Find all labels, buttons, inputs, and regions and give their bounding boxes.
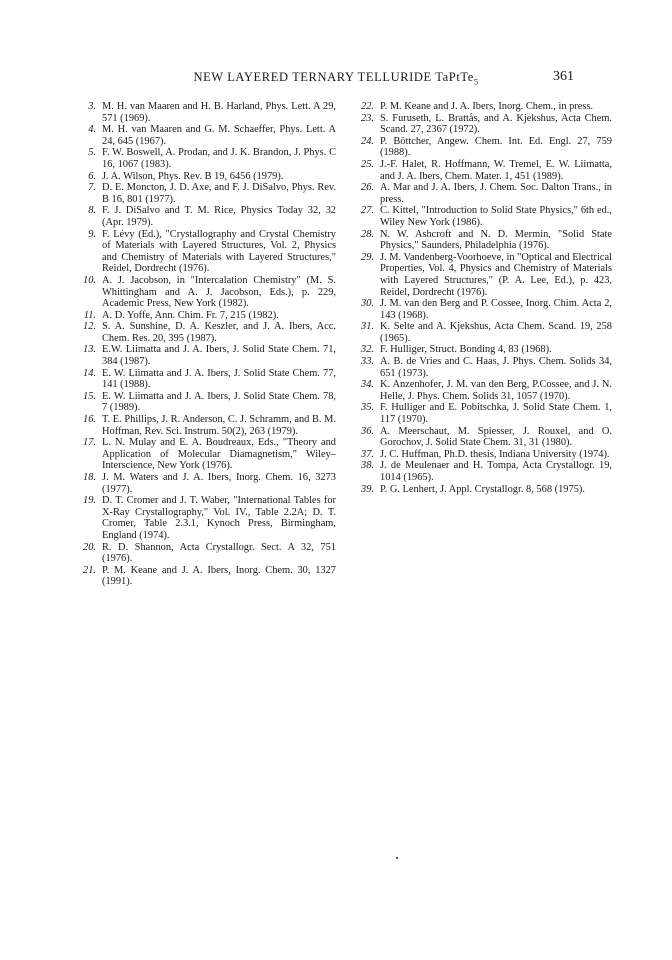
reference-item [350, 298, 612, 321]
references-right-column [350, 101, 612, 495]
reference-item [72, 182, 336, 205]
reference-text: S. A. Sunshine, D. A. Keszler, and J. A. Ibers, Acc. Chem. Res. 20, 395 (1987). [102, 321, 336, 344]
reference-text: A. D. Yoffe, Ann. Chim. Fr. 7, 215 (1982). [102, 309, 279, 321]
reference-text: J.-F. Halet, R. Hoffmann, W. Tremel, E. W. Liimatta, and J. A. Ibers, Chem. Mater. 1, 451 (1989). [380, 158, 612, 182]
reference-number: 11. [83, 309, 96, 321]
reference-number: 22. [361, 101, 374, 112]
reference-number: 34. [361, 379, 374, 391]
reference-item [350, 356, 612, 379]
reference-item [72, 205, 336, 228]
reference-text: F. Hulliger, Struct. Bonding 4, 83 (1968). [380, 344, 552, 356]
reference-item [72, 101, 336, 124]
reference-item [350, 252, 612, 298]
reference-number: 5. [88, 147, 96, 159]
reference-text: K. Selte and A. Kjekshus, Acta Chem. Scand. 19, 258 (1965). [380, 321, 612, 344]
reference-number: 10. [83, 274, 96, 286]
reference-item [350, 182, 612, 205]
reference-text: J. de Meulenaer and H. Tompa, Acta Crystallogr. 19, 1014 (1965). [380, 460, 612, 483]
reference-text: C. Kittel, "Introduction to Solid State Physics," 6th ed., Wiley New York (1986). [380, 205, 612, 228]
reference-item [350, 484, 612, 496]
reference-item [72, 275, 336, 310]
reference-text: P. Böttcher, Angew. Chem. Int. Ed. Engl. 27, 759 (1988). [380, 135, 612, 159]
reference-number: 36. [361, 425, 374, 437]
reference-number: 39. [361, 483, 374, 495]
reference-item [350, 344, 612, 356]
reference-text: L. N. Mulay and E. A. Boudreaux, Eds., "Theory and Application of Molecular Diamagnetism," Wiley–Interscience, New York (1976). [102, 437, 336, 472]
reference-number: 37. [361, 448, 374, 460]
reference-item [350, 426, 612, 449]
reference-number: 24. [361, 135, 374, 147]
reference-item [350, 402, 612, 425]
running-header [0, 70, 672, 88]
reference-number: 31. [361, 321, 374, 333]
reference-number: 15. [83, 390, 96, 402]
reference-item [72, 391, 336, 414]
reference-text: A. J. Jacobson, in "Intercalation Chemistry" (M. S. Whittingham and A. J. Jacobson, Eds.), p. 229, Academic Press, New York (1982). [102, 274, 336, 310]
reference-item [72, 472, 336, 495]
reference-number: 26. [361, 182, 374, 194]
reference-text: E. W. Liimatta and J. A. Ibers, J. Solid State Chem. 78, 7 (1989). [102, 390, 336, 414]
reference-number: 17. [83, 437, 96, 449]
reference-number: 13. [83, 344, 96, 356]
reference-number: 8. [88, 205, 96, 217]
reference-item [350, 101, 612, 113]
reference-text: E.W. Liimatta and J. A. Ibers, J. Solid State Chem. 71, 384 (1987). [102, 344, 336, 368]
reference-text: E. W. Liimatta and J. A. Ibers, J. Solid State Chem. 77, 141 (1988). [102, 367, 336, 391]
reference-text: J. M. van den Berg and P. Cossee, Inorg. Chim. Acta 2, 143 (1968). [380, 298, 612, 321]
reference-item [350, 113, 612, 136]
reference-item [72, 344, 336, 367]
reference-number: 28. [361, 228, 374, 240]
reference-number: 30. [361, 298, 374, 310]
reference-text: N. W. Ashcroft and N. D. Mermin, "Solid State Physics," Saunders, Philadelphia (1976). [380, 228, 612, 252]
reference-number: 32. [361, 344, 374, 356]
reference-number: 19. [83, 495, 96, 507]
running-title-subscript: 5 [473, 77, 479, 87]
reference-item [72, 437, 336, 472]
reference-number: 16. [83, 414, 96, 426]
reference-item [72, 124, 336, 147]
reference-number: 27. [361, 205, 374, 217]
reference-number: 12. [83, 321, 96, 333]
reference-text: P. M. Keane and J. A. Ibers, Inorg. Chem. 30, 1327 (1991). [102, 564, 336, 588]
reference-item [72, 368, 336, 391]
reference-text: F. W. Boswell, A. Prodan, and J. K. Brandon, J. Phys. C 16, 1067 (1983). [102, 147, 336, 170]
reference-number: 4. [88, 124, 96, 136]
references-left-column [72, 101, 336, 588]
reference-item [72, 147, 336, 170]
reference-number: 29. [361, 251, 374, 263]
reference-number: 21. [83, 564, 96, 576]
reference-number: 7. [88, 182, 96, 194]
reference-item [72, 321, 336, 344]
reference-item [72, 229, 336, 275]
reference-item [350, 136, 612, 159]
reference-text: A. Meerschaut, M. Spiesser, J. Rouxel, and O. Gorochov, J. Solid State Chem. 31, 31 (1980). [380, 425, 612, 449]
reference-item [350, 159, 612, 182]
reference-text: M. H. van Maaren and G. M. Schaeffer, Phys. Lett. A 24, 645 (1967). [102, 124, 336, 147]
reference-number: 3. [88, 101, 96, 112]
reference-text: D. E. Moncton, J. D. Axe, and F. J. DiSalvo, Phys. Rev. B 16, 801 (1977). [102, 182, 336, 205]
reference-item [72, 171, 336, 183]
reference-number: 14. [83, 367, 96, 379]
reference-item [350, 229, 612, 252]
reference-text: K. Anzenhofer, J. M. van den Berg, P.Cossee, and J. N. Helle, J. Phys. Chem. Solids 31, 1057 (1970). [380, 379, 612, 402]
reference-number: 23. [361, 112, 374, 124]
page-number: 361 [553, 69, 574, 84]
reference-text: P. G. Lenhert, J. Appl. Crystallogr. 8, 568 (1975). [380, 483, 585, 495]
reference-text: J. M. Waters and J. A. Ibers, Inorg. Chem. 16, 3273 (1977). [102, 472, 336, 495]
reference-number: 25. [361, 158, 374, 170]
reference-text: F. J. DiSalvo and T. M. Rice, Physics Today 32, 32 (Apr. 1979). [102, 205, 336, 228]
reference-text: S. Furuseth, L. Brattås, and A. Kjekshus, Acta Chem. Scand. 27, 2367 (1972). [380, 112, 612, 136]
reference-item [350, 449, 612, 461]
reference-item [72, 310, 336, 322]
reference-number: 6. [88, 170, 96, 182]
reference-number: 33. [361, 356, 374, 368]
reference-text: J. A. Wilson, Phys. Rev. B 19, 6456 (1979). [102, 170, 284, 182]
reference-text: F. Lévy (Ed.), "Crystallography and Crystal Chemistry of Materials with Layered Structures, Vol. 2, Physics and Chemistry of Materials with Layered Structures," Reidel, Dordrecht (1976). [102, 228, 336, 275]
reference-item [72, 542, 336, 565]
reference-item [72, 495, 336, 541]
reference-item [350, 205, 612, 228]
reference-text: J. C. Huffman, Ph.D. thesis, Indiana University (1974). [380, 448, 610, 460]
reference-number: 38. [361, 460, 374, 472]
stray-mark [396, 857, 398, 859]
reference-text: J. M. Vandenberg-Voorhoeve, in "Optical and Electrical Properties, Vol. 4, Physics and Chemistry of Materials with Layered Structures," (P. A. Lee, Ed.), p. 423, Reidel, Dordrecht (1976). [380, 251, 612, 298]
reference-text: A. Mar and J. A. Ibers, J. Chem. Soc. Dalton Trans., in press. [380, 182, 612, 205]
reference-text: F. Hulliger and E. Pobitschka, J. Solid State Chem. 1, 117 (1970). [380, 402, 612, 426]
reference-item [350, 321, 612, 344]
reference-item [350, 460, 612, 483]
reference-item [72, 565, 336, 588]
reference-number: 20. [83, 541, 96, 553]
reference-number: 35. [361, 402, 374, 414]
running-title-text: NEW LAYERED TERNARY TELLURIDE TaPtTe [193, 70, 474, 84]
reference-item [72, 414, 336, 437]
reference-item [350, 379, 612, 402]
reference-text: A. B. de Vries and C. Haas, J. Phys. Chem. Solids 34, 651 (1973). [380, 356, 612, 379]
reference-text: P. M. Keane and J. A. Ibers, Inorg. Chem., in press. [380, 101, 594, 112]
reference-number: 9. [88, 228, 96, 240]
reference-text: D. T. Cromer and J. T. Waber, "International Tables for X-Ray Crystallography," Vol. IV., Table 2.2A; D. T. Cromer, Table 2.3.1, Kynoch Press, Birmingham, England (1974). [102, 495, 336, 541]
reference-text: R. D. Shannon, Acta Crystallogr. Sect. A 32, 751 (1976). [102, 541, 336, 565]
reference-text: M. H. van Maaren and H. B. Harland, Phys. Lett. A 29, 571 (1969). [102, 101, 336, 124]
reference-number: 18. [83, 472, 96, 483]
reference-text: T. E. Phillips, J. R. Anderson, C. J. Schramm, and B. M. Hoffman, Rev. Sci. Instrum. 50(2), 263 (1979). [102, 414, 336, 437]
